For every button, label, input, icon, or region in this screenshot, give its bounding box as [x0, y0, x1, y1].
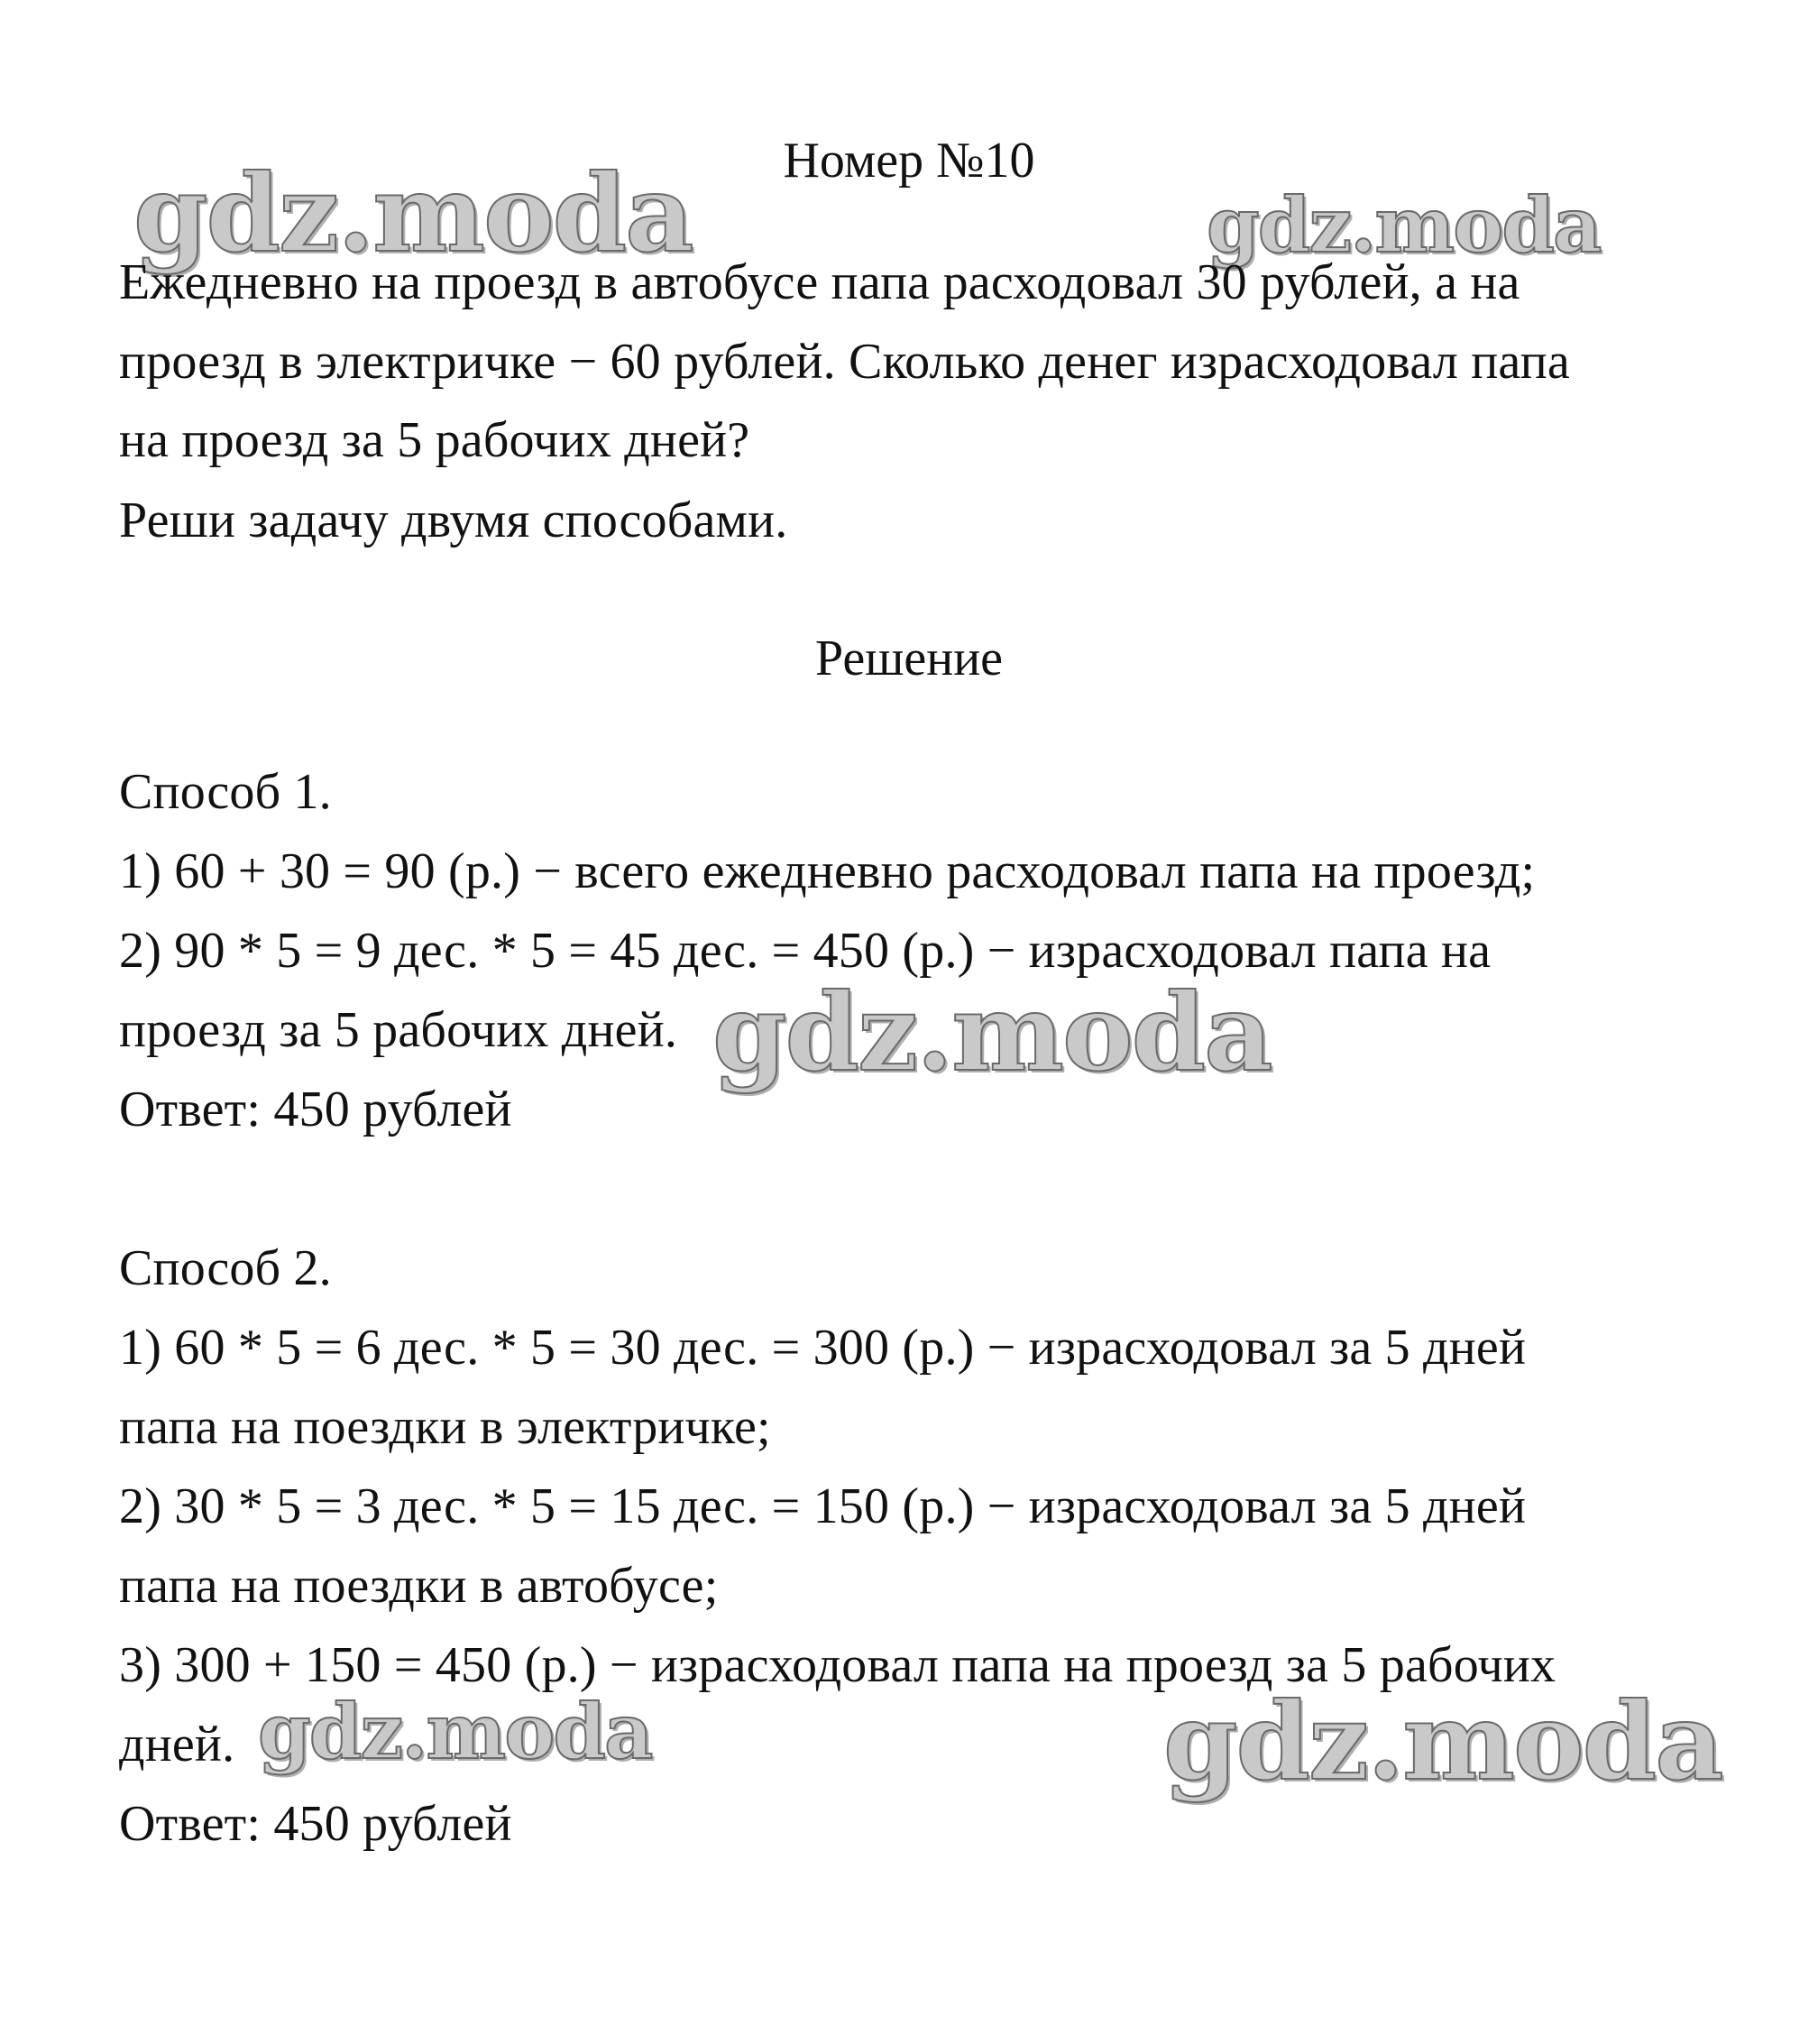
- problem-line: Ежедневно на проезд в автобусе папа расходовал 30 рублей, а на: [119, 254, 1520, 310]
- method1-answer: Ответ: 450 рублей: [119, 1082, 512, 1137]
- watermark-bottom-left: gdz.moda: [258, 1687, 652, 1776]
- method1-step: 1) 60 + 30 = 90 (р.) − всего ежедневно расходовал папа на проезд;: [119, 843, 1536, 899]
- method2-heading: Способ 2.: [119, 1240, 332, 1296]
- watermark-top-left: gdz.moda: [133, 151, 693, 276]
- watermark-middle: gdz.moda: [712, 970, 1272, 1095]
- method2-step: 1) 60 * 5 = 6 дес. * 5 = 30 дес. = 300 (р.) − израсходовал за 5 дней: [119, 1320, 1527, 1376]
- problem-line: на проезд за 5 рабочих дней?: [119, 412, 750, 468]
- solution-heading: Решение: [814, 631, 1004, 686]
- method2-step: дней.: [119, 1717, 235, 1772]
- method2-step: 3) 300 + 150 = 450 (р.) − израсходовал папа на проезд за 5 рабочих: [119, 1637, 1556, 1693]
- method1-heading: Способ 1.: [119, 764, 332, 820]
- method1-step: проезд за 5 рабочих дней.: [119, 1002, 678, 1058]
- method2-answer: Ответ: 450 рублей: [119, 1796, 512, 1852]
- method2-step: папа на поездки в автобусе;: [119, 1558, 719, 1614]
- method2-step: 2) 30 * 5 = 3 дес. * 5 = 15 дес. = 150 (р.) − израсходовал за 5 дней: [119, 1478, 1527, 1534]
- method2-step: папа на поездки в электричке;: [119, 1399, 771, 1455]
- method1-step: 2) 90 * 5 = 9 дес. * 5 = 45 дес. = 450 (р.) − израсходовал папа на: [119, 923, 1492, 979]
- page-title: Номер №10: [783, 133, 1035, 189]
- problem-instruction: Реши задачу двумя способами.: [119, 493, 788, 548]
- watermark-bottom-right: gdz.moda: [1163, 1679, 1722, 1804]
- watermark-top-right: gdz.moda: [1207, 180, 1601, 270]
- problem-line: проезд в электричке − 60 рублей. Сколько денег израсходовал папа: [119, 334, 1570, 390]
